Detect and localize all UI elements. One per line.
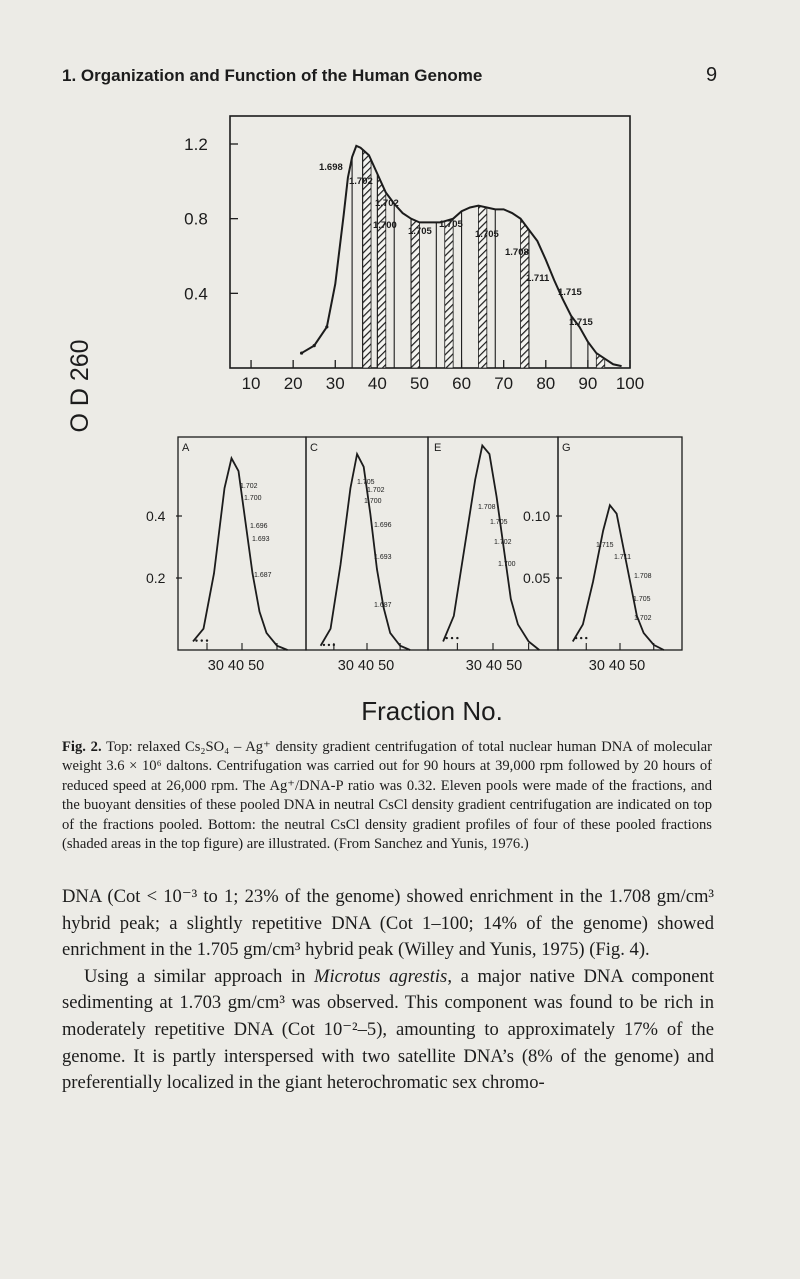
peak-label: 1.708 [505, 247, 529, 258]
top-panel-frame [230, 116, 630, 368]
data-point [575, 637, 577, 639]
panel-g-labels [596, 542, 652, 622]
data-point [333, 644, 335, 646]
bottom-y-tick-right: 0.10 [523, 508, 551, 524]
data-point [580, 637, 582, 639]
top-x-tick: 30 [325, 374, 345, 393]
top-y-tick: 0.4 [184, 284, 208, 304]
panel-c-peak: 1.696 [374, 522, 392, 529]
peak-label: 1.702 [375, 198, 399, 209]
running-title: 1. Organization and Function of the Human Genome [62, 66, 483, 85]
panel-c-x-ticks: 30 40 50 [337, 658, 395, 674]
bottom-x-tick-labels [208, 658, 645, 674]
pool-boundaries [352, 150, 588, 368]
panel-letter: C [310, 442, 318, 454]
species-name: Microtus agrestis [314, 965, 448, 987]
top-x-tick: 50 [410, 374, 429, 393]
panel-c-peak: 1.705 [357, 479, 375, 486]
bottom-panel-frame [558, 437, 682, 650]
shaded-fraction [521, 219, 529, 368]
panel-a-peak: 1.696 [250, 523, 268, 530]
paragraph: DNA (Cot < 10⁻³ to 1; 23% of the genome) showed enrichment in the 1.708 gm/cm³ hybrid peak; a slightly repetitive DNA (Cot 1–100; 14% of the genome) showed enrichment in the 1.705 gm/cm³ hybrid peak (Willey and Yunis, 1975) (Fig. 4). [62, 886, 714, 961]
bottom-y-tick-labels [146, 508, 182, 586]
bottom-panel-frame [178, 437, 306, 650]
panel-letter: G [562, 442, 571, 454]
panel-g-peak: 1.708 [634, 573, 652, 580]
panel-a-x-ticks: 30 40 50 [207, 658, 265, 674]
top-x-tick: 100 [615, 374, 645, 393]
bottom-y-tick-right: 0.05 [523, 570, 551, 586]
data-point [445, 637, 447, 639]
panel-c-peak: 1.700 [364, 498, 382, 505]
data-point [206, 639, 208, 641]
panel-letter: A [182, 442, 190, 454]
peak-label: 1.705 [475, 229, 499, 240]
page-number: 9 [706, 64, 718, 86]
top-x-tick: 70 [494, 374, 514, 393]
panel-a-peak: 1.693 [252, 536, 270, 543]
top-y-tick: 1.2 [184, 135, 208, 154]
bottom-y-tick-labels-right [523, 508, 562, 586]
top-x-tick: 40 [367, 374, 387, 393]
panel-c-peak: 1.687 [374, 602, 392, 609]
panel-g-peak: 1.715 [596, 542, 614, 549]
bottom-y-tick: 0.2 [146, 570, 166, 586]
panel-e-peak: 1.708 [478, 504, 496, 511]
paragraph-rest: , a major native DNA component sedimenting at 1.703 gm/cm³ was observed. This component was found to be rich in moderately repetitive DNA (Cot 10⁻²–5), amounting to approximately 17% of the genome. It is partly interspersed with two satellite DNA’s (8% of the genome) and preferentially localized in the giant heterochromatic sex chromo- [62, 965, 714, 1094]
bottom-y-tick: 0.4 [146, 508, 166, 524]
data-point [313, 344, 316, 347]
peak-label: 1.715 [569, 317, 593, 328]
peak-labels [319, 162, 593, 328]
top-x-tick: 90 [578, 374, 598, 393]
panel-g-peak: 1.702 [634, 615, 652, 622]
data-point [201, 639, 203, 641]
bottom-panel-frame [428, 437, 558, 650]
panel-e-x-ticks: 30 40 50 [465, 658, 523, 674]
data-point [195, 639, 197, 641]
bottom-panel-frame [306, 437, 428, 650]
peak-label: 1.705 [439, 219, 463, 230]
shaded-fraction [445, 219, 453, 368]
panel-c-peak: 1.693 [374, 554, 392, 561]
top-x-tick: 10 [241, 374, 261, 393]
panel-a-labels [240, 483, 272, 579]
peak-label: 1.698 [319, 162, 343, 173]
peak-label: 1.702 [349, 176, 373, 187]
panel-letters [182, 442, 571, 454]
figure-caption [62, 738, 712, 854]
top-x-tick: 20 [283, 374, 303, 393]
caption-label: Fig. 2. [62, 739, 102, 755]
peak-label: 1.711 [526, 273, 550, 284]
shaded-pooled-fractions [363, 150, 605, 368]
panel-e-peak: 1.705 [490, 519, 508, 526]
data-point [456, 637, 458, 639]
top-x-tick: 60 [452, 374, 472, 393]
panel-a-peak: 1.700 [244, 495, 262, 502]
data-point [328, 644, 330, 646]
panel-a-peak: 1.687 [254, 572, 272, 579]
bottom-profile-curve [443, 446, 539, 650]
panel-e-peak: 1.702 [494, 539, 512, 546]
peak-label: 1.700 [373, 220, 397, 231]
peak-label: 1.705 [408, 226, 432, 237]
data-point [585, 637, 587, 639]
panel-g-peak: 1.711 [614, 554, 631, 561]
data-point [300, 351, 303, 354]
panel-c-peak: 1.702 [367, 487, 385, 494]
panel-g-peak: 1.705 [633, 596, 651, 603]
top-x-tick-labels [242, 360, 645, 393]
caption-text: Top: relaxed Cs₂SO₄ – Ag⁺ density gradient centrifugation of total nuclear human DNA of molecular weight 3.6 × 10⁶ daltons. Centrifugation was carried out for 90 hours at 39,000 rpm followed by 20 hours of reduced speed at 26,000 rpm. The Ag⁺/DNA-P ratio was 0.32. Eleven pools were made of the fractions, and the buoyant densities of these pooled DNA in neutral CsCl density gradient centrifugation are indicated on top of the fractions pooled. Bottom: the neutral CsCl density gradient profiles of four of these pooled fractions (shaded areas in the top figure) are illustrated. (From Sanchez and Yunis, 1976.) [62, 739, 712, 853]
top-x-tick: 80 [536, 374, 556, 393]
panel-a-peak: 1.702 [240, 483, 258, 490]
paragraph-start: Using a similar approach in [84, 965, 315, 987]
top-y-tick: 0.8 [184, 209, 208, 229]
data-point [325, 325, 328, 328]
shaded-fraction [411, 219, 419, 368]
panel-e-peak: 1.700 [498, 561, 516, 568]
body-text [62, 884, 714, 1097]
x-axis-label: Fraction No. [361, 696, 503, 726]
data-point [323, 644, 325, 646]
panel-letter: E [434, 442, 442, 454]
panel-g-x-ticks: 30 40 50 [588, 658, 646, 674]
panel-e-labels [478, 504, 516, 568]
paragraph [62, 964, 714, 1097]
data-point [451, 637, 453, 639]
peak-label: 1.715 [558, 287, 582, 298]
y-axis-label: O D 260 [66, 339, 94, 433]
